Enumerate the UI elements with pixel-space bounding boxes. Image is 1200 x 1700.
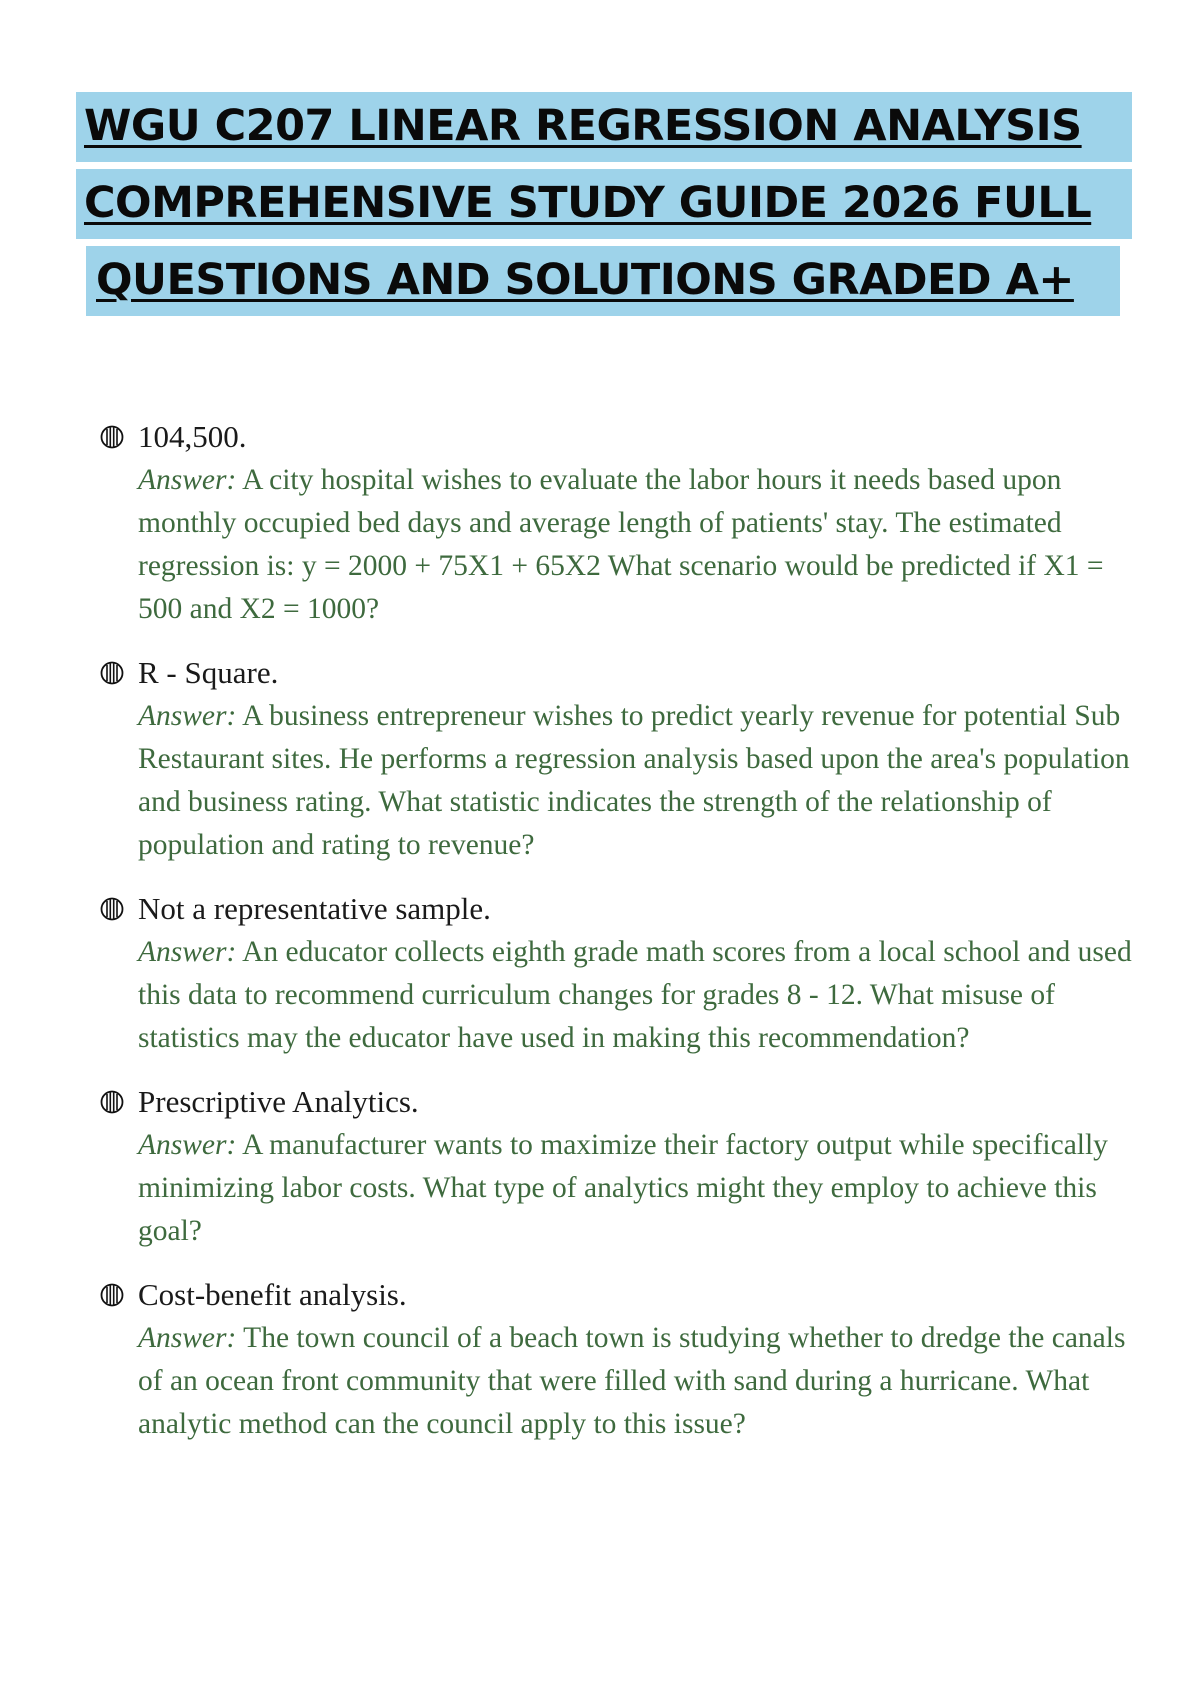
qa-term-row [100, 1273, 1120, 1317]
qa-term-row [100, 651, 1120, 695]
qa-item [100, 415, 1120, 631]
answer-label: Answer: [138, 464, 237, 496]
answer-text: A city hospital wishes to evaluate the labor hours it needs based upon monthly occupied bed days and average length of patients' stay. The estimated regression is: y = 2000 + 75X1 + 65X2 What scenario would be predicted if X1 = 500 and X2 = 1000? [138, 464, 1104, 625]
qa-item [100, 651, 1130, 867]
answer-text: An educator collects eighth grade math scores from a local school and used this data to recommend curriculum changes for grades 8 - 12. What misuse of statistics may the educator have used in making this recommendation? [138, 936, 1132, 1054]
qa-term-row [100, 887, 1120, 931]
qa-answer [138, 1317, 1138, 1446]
qa-answer [138, 931, 1138, 1060]
striped-circle-icon [100, 425, 124, 449]
qa-list [100, 415, 1132, 1466]
answer-label: Answer: [138, 936, 237, 968]
qa-term-row [100, 415, 1120, 459]
qa-answer [138, 695, 1138, 867]
qa-term: Not a representative sample. [138, 891, 491, 926]
qa-term-row [100, 1080, 1120, 1124]
qa-term: Prescriptive Analytics. [138, 1084, 419, 1119]
qa-item [100, 1273, 1126, 1446]
answer-text: A business entrepreneur wishes to predict yearly revenue for potential Sub Restaurant sites. He performs a regression analysis based upon the area's population and business rating. What statistic indicates the strength of the relationship of population and rating to revenue? [138, 700, 1130, 861]
striped-circle-icon [100, 1090, 124, 1114]
answer-label: Answer: [138, 1129, 237, 1161]
qa-term: R - Square. [138, 655, 279, 690]
qa-item [100, 887, 1132, 1060]
qa-term: 104,500. [138, 419, 247, 454]
qa-term: Cost-benefit analysis. [138, 1277, 407, 1312]
answer-label: Answer: [138, 700, 237, 732]
qa-item [100, 1080, 1120, 1253]
qa-answer [138, 1124, 1138, 1253]
striped-circle-icon [100, 897, 124, 921]
qa-answer [138, 459, 1138, 631]
answer-label: Answer: [138, 1322, 237, 1354]
answer-text: The town council of a beach town is studying whether to dredge the canals of an ocean front community that were filled with sand during a hurricane. What analytic method can the council apply to this issue? [138, 1322, 1126, 1440]
striped-circle-icon [100, 1283, 124, 1307]
striped-circle-icon [100, 661, 124, 685]
title-line: QUESTIONS AND SOLUTIONS GRADED A+ [86, 246, 1120, 316]
title-line: COMPREHENSIVE STUDY GUIDE 2026 FULL [76, 169, 1132, 239]
answer-text: A manufacturer wants to maximize their factory output while specifically minimizing labor costs. What type of analytics might they employ to achieve this goal? [138, 1129, 1108, 1247]
title-line: WGU C207 LINEAR REGRESSION ANALYSIS [76, 92, 1132, 162]
